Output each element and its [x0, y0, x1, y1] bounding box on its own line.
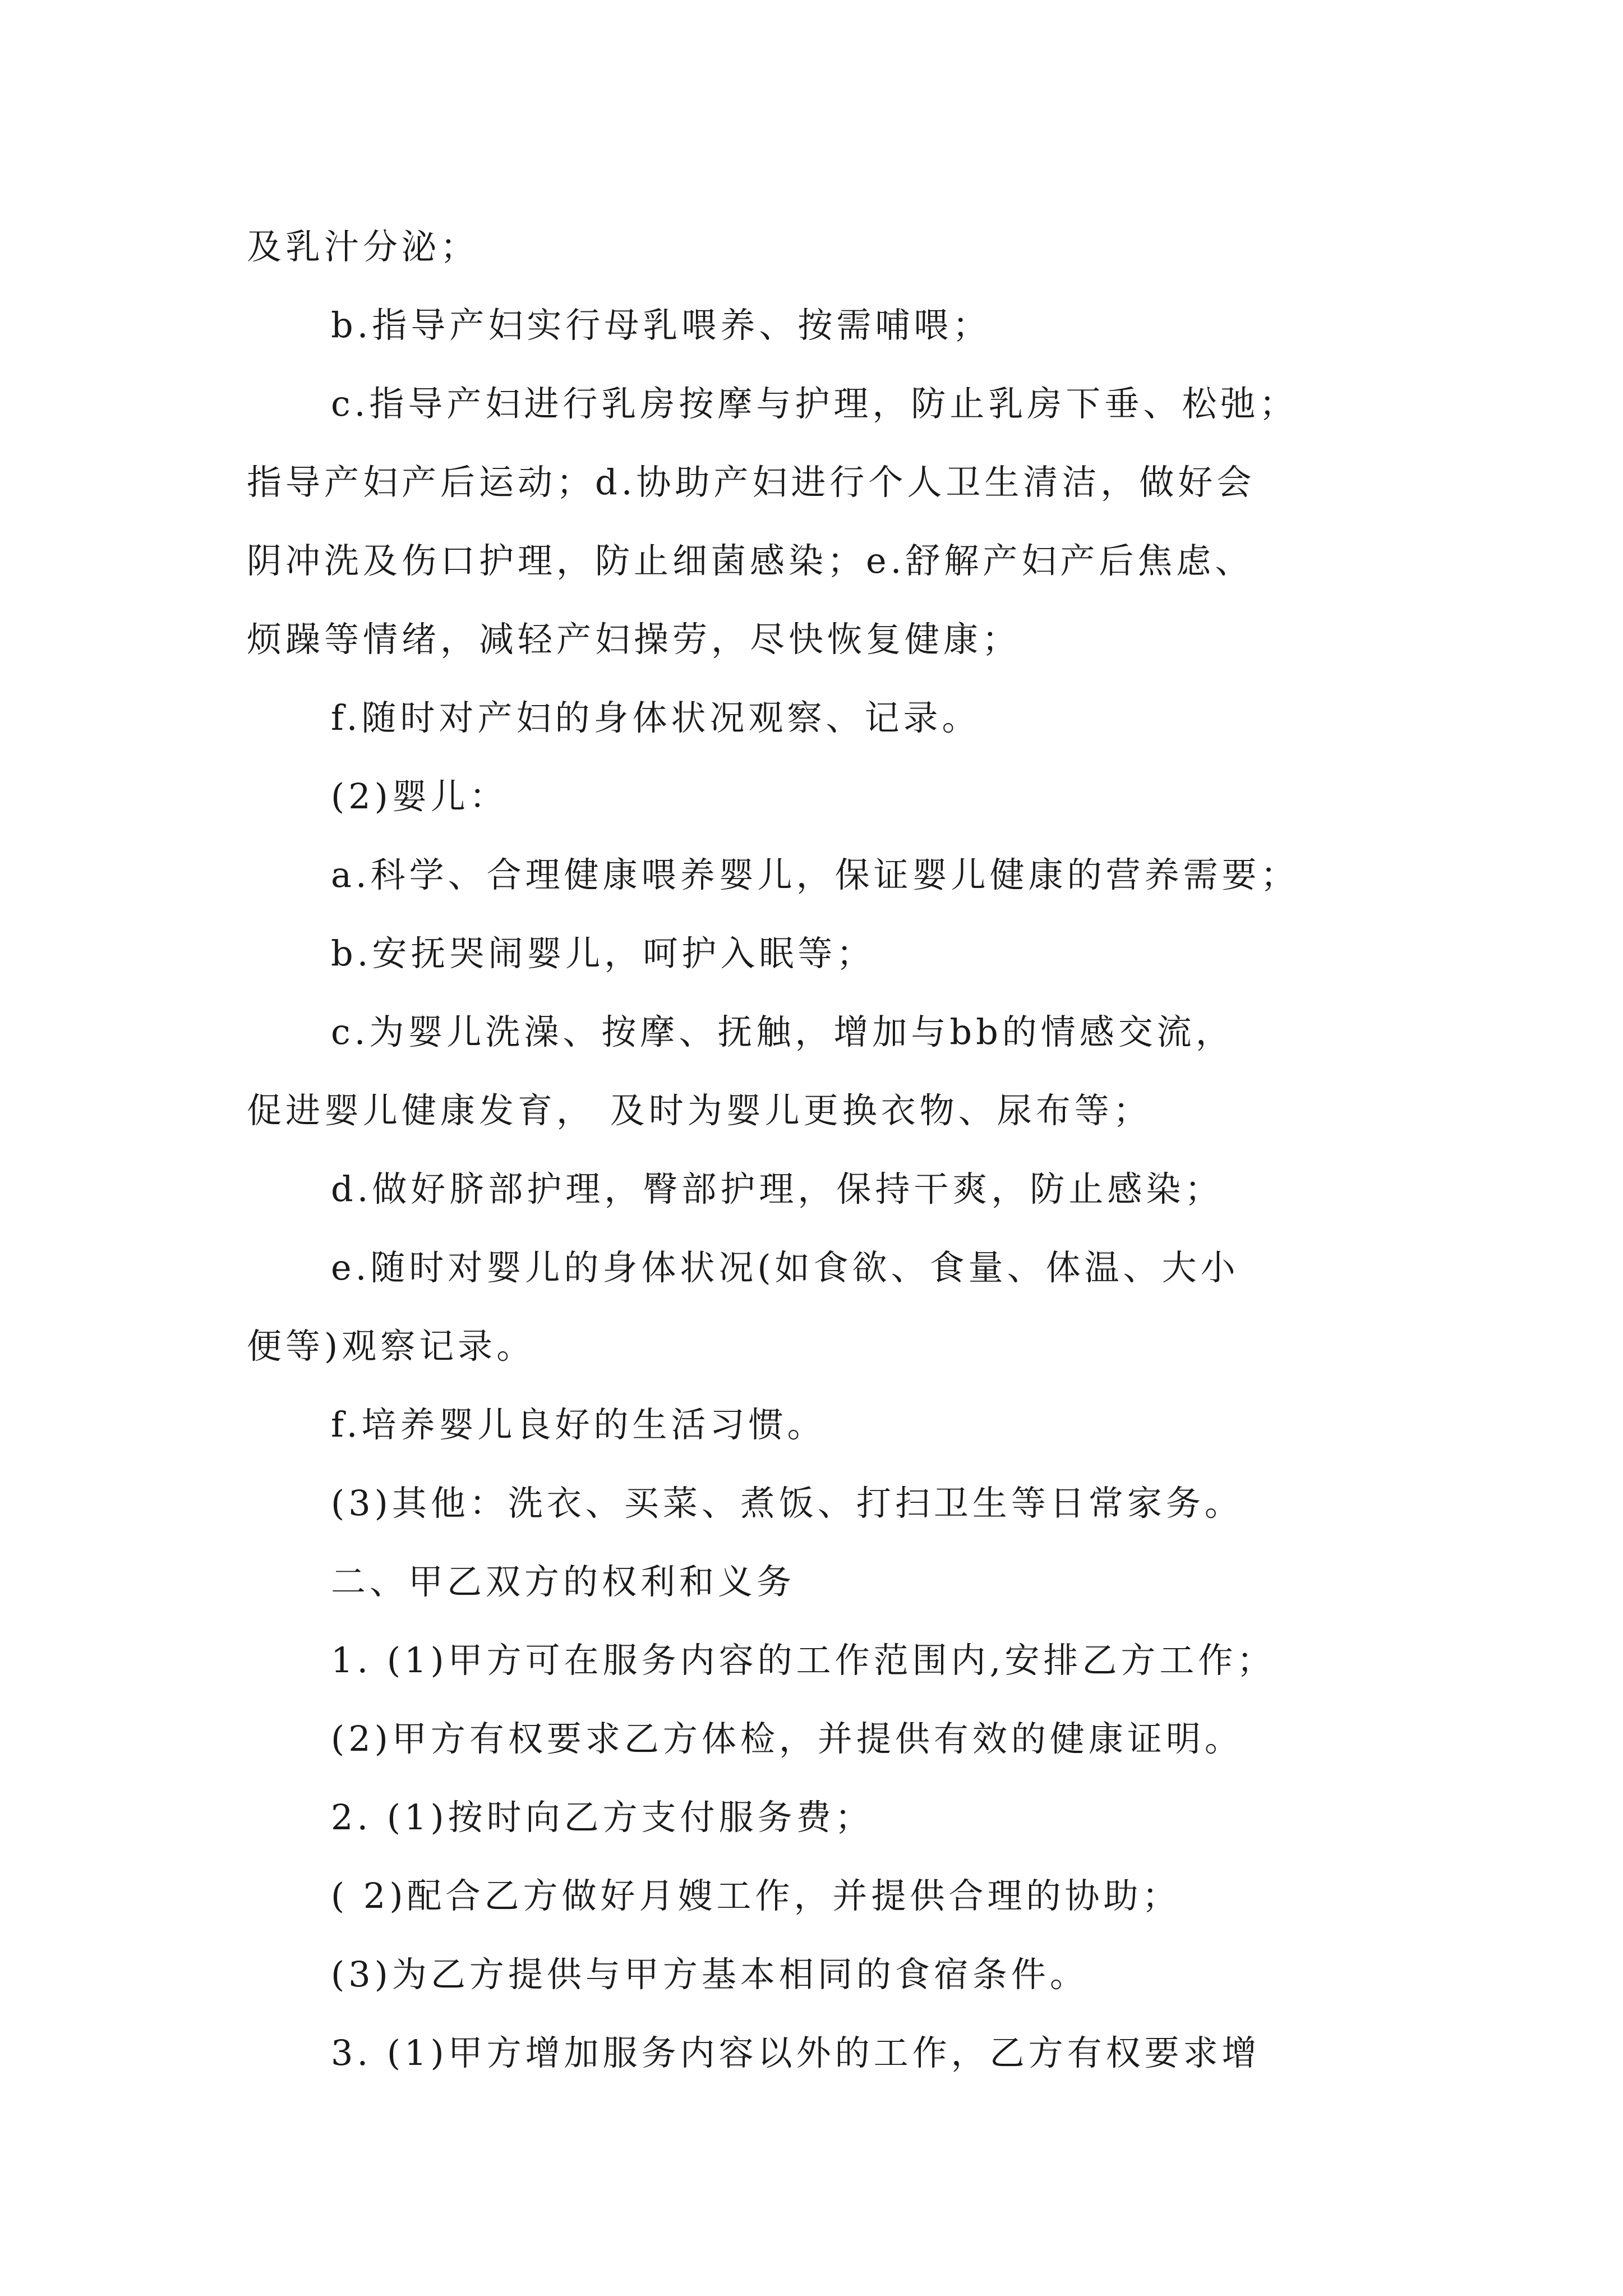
- text-line: d.做好脐部护理，臀部护理，保持干爽，防止感染；: [331, 1168, 1224, 1209]
- text-line: (3)其他：洗衣、买菜、煮饭、打扫卫生等日常家务。: [331, 1483, 1243, 1524]
- text-line: c.指导产妇进行乳房按摩与护理，防止乳房下垂、松弛；: [331, 383, 1298, 424]
- text-line: a.科学、合理健康喂养婴儿，保证婴儿健康的营养需要；: [331, 854, 1299, 895]
- text-line: 促进婴儿健康发育， 及时为婴儿更换衣物、尿布等；: [247, 1090, 1152, 1131]
- text-line: 阴冲洗及伤口护理，防止细菌感染；e.舒解产妇产后焦虑、: [247, 540, 1254, 581]
- section-heading: (2)婴儿：: [331, 776, 508, 817]
- text-line: 1. (1)甲方可在服务内容的工作范围内,安排乙方工作；: [331, 1640, 1276, 1681]
- text-line: f.培养婴儿良好的生活习惯。: [331, 1404, 826, 1445]
- text-line: 3. (1)甲方增加服务内容以外的工作，乙方有权要求增: [331, 2032, 1261, 2073]
- text-line: b.指导产妇实行母乳喂养、按需哺喂；: [331, 305, 992, 346]
- text-line: ( 2)配合乙方做好月嫂工作，并提供合理的协助；: [331, 1875, 1181, 1916]
- text-line: e.随时对婴儿的身体状况(如食欲、食量、体温、大小: [331, 1247, 1239, 1288]
- text-line: (2)甲方有权要求乙方体检，并提供有效的健康证明。: [331, 1718, 1243, 1759]
- text-line: 便等)观察记录。: [247, 1326, 536, 1366]
- text-line: 指导产妇产后运动；d.协助产妇进行个人卫生清洁，做好会: [247, 462, 1256, 503]
- section-heading: 二、甲乙双方的权利和义务: [331, 1561, 796, 1602]
- text-line: 烦躁等情绪，减轻产妇操劳，尽快恢复健康；: [247, 619, 1021, 660]
- text-line: 2. (1)按时向乙方支付服务费；: [331, 1797, 874, 1838]
- text-line: 及乳汁分泌；: [247, 226, 479, 267]
- text-line: b.安抚哭闹婴儿，呵护入眠等；: [331, 933, 875, 974]
- text-line: c.为婴儿洗澡、按摩、抚触，增加与bb的情感交流，: [331, 1011, 1234, 1052]
- document-body: [247, 208, 1391, 2092]
- text-line: (3)为乙方提供与甲方基本相同的食宿条件。: [331, 1954, 1089, 1995]
- text-line: f.随时对产妇的身体状况观察、记录。: [331, 697, 981, 738]
